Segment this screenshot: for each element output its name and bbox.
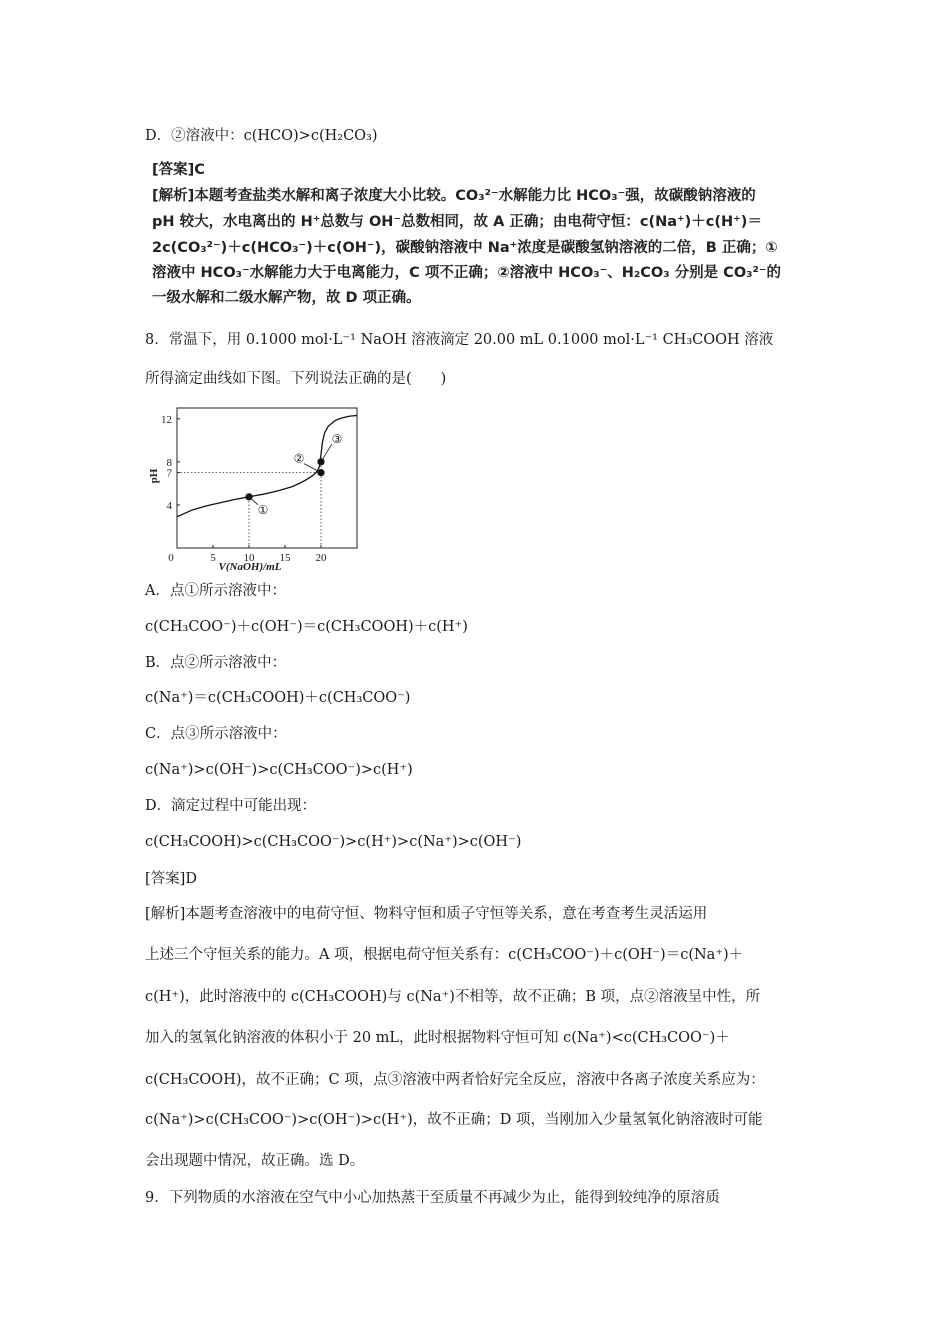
point-label: ③ (331, 431, 343, 446)
point-label: ① (257, 502, 269, 517)
q8-analysis-line: c(H⁺)，此时溶液中的 c(CH₃COOH)与 c(Na⁺)不相等，故不正确；B 项，点②溶液呈中性，所 (145, 989, 761, 1005)
prev-analysis-line: 2c(CO₃²⁻)＋c(HCO₃⁻)＋c(OH⁻)，碳酸钠溶液中 Na⁺浓度是碳酸氢钠溶液的二倍，B 正确；① (152, 240, 778, 256)
prev-analysis-line: 溶液中 HCO₃⁻水解能力大于电离能力，C 项不正确；②溶液中 HCO₃⁻、H₂CO₃ 分别是 CO₃²⁻的 (152, 265, 781, 281)
data-point (317, 458, 324, 465)
x-tick-label: 20 (315, 552, 327, 564)
point-label: ② (293, 451, 305, 466)
plot-frame (177, 408, 357, 548)
q8-stem: 8．常温下，用 0.1000 mol·L⁻¹ NaOH 溶液滴定 20.00 mL 0.1000 mol·L⁻¹ CH₃COOH 溶液 (145, 332, 774, 348)
q8-option-a-expr: c(CH₃COO⁻)＋c(OH⁻)＝c(CH₃COOH)＋c(H⁺) (145, 619, 468, 635)
x-tick-label: 0 (168, 552, 174, 564)
y-tick-label: 8 (166, 456, 172, 469)
q8-analysis-line: [解析]本题考查溶液中的电荷守恒、物料守恒和质子守恒等关系，意在考查考生灵活运用 (145, 906, 708, 922)
prev-option-d: D．②溶液中：c(HCO)>c(H₂CO₃) (145, 128, 378, 144)
q8-stem: 所得滴定曲线如下图。下列说法正确的是( ) (145, 371, 447, 387)
q8-option-c-label: C．点③所示溶液中： (145, 726, 287, 742)
y-tick-label: 12 (161, 413, 172, 426)
q8-option-c-expr: c(Na⁺)>c(OH⁻)>c(CH₃COO⁻)>c(H⁺) (145, 762, 413, 778)
q8-option-b-label: B．点②所示溶液中： (145, 655, 287, 671)
q8-analysis-line: c(CH₃COOH)，故不正确；C 项，点③溶液中两者恰好完全反应，溶液中各离子浓度关系应为： (145, 1072, 765, 1088)
q8-analysis-line: c(Na⁺)>c(CH₃COO⁻)>c(OH⁻)>c(H⁺)，故不正确；D 项，当刚加入少量氢氧化钠溶液时可能 (145, 1112, 763, 1128)
x-tick-label: 15 (279, 552, 291, 564)
prev-analysis-line: 一级水解和二级水解产物，故 D 项正确。 (152, 290, 421, 306)
q8-option-d-label: D．滴定过程中可能出现： (145, 798, 317, 814)
prev-answer: [答案]C (152, 162, 205, 178)
q8-analysis-line: 加入的氢氧化钠溶液的体积小于 20 mL，此时根据物料守恒可知 c(Na⁺)<c(CH₃COO⁻)＋ (145, 1030, 730, 1046)
titration-curve (177, 416, 357, 517)
q8-analysis-line: 会出现题中情况，故正确。选 D。 (145, 1153, 365, 1169)
x-tick-label: 10 (243, 552, 255, 564)
y-tick-label: 7 (166, 467, 172, 480)
q8-analysis-line: 上述三个守恒关系的能力。A 项，根据电荷守恒关系有：c(CH₃COO⁻)＋c(OH⁻)＝c(Na⁺)＋ (145, 947, 744, 963)
q8-answer: [答案]D (145, 871, 197, 887)
callout-line (321, 444, 332, 462)
y-tick-label: 4 (166, 499, 172, 512)
q9-stem: 9．下列物质的水溶液在空气中小心加热蒸干至质量不再减少为止，能得到较纯净的原溶质 (145, 1190, 720, 1206)
prev-analysis-line: [解析]本题考查盐类水解和离子浓度大小比较。CO₃²⁻水解能力比 HCO₃⁻强，故碳酸钠溶液的 (152, 188, 756, 204)
x-axis-label: V(NaOH)/mL (218, 561, 282, 572)
x-tick-label: 5 (210, 552, 216, 564)
titration-chart (145, 400, 365, 572)
q8-option-a-label: A．点①所示溶液中： (145, 583, 286, 599)
y-axis-label: pH (148, 468, 160, 484)
q8-option-b-expr: c(Na⁺)＝c(CH₃COOH)＋c(CH₃COO⁻) (145, 690, 411, 706)
q8-option-d-expr: c(CH₃COOH)>c(CH₃COO⁻)>c(H⁺)>c(Na⁺)>c(OH⁻) (145, 834, 522, 850)
prev-analysis-line: pH 较大，水电离出的 H⁺总数与 OH⁻总数相同，故 A 正确；由电荷守恒：c(Na⁺)＋c(H⁺)＝ (152, 214, 762, 230)
